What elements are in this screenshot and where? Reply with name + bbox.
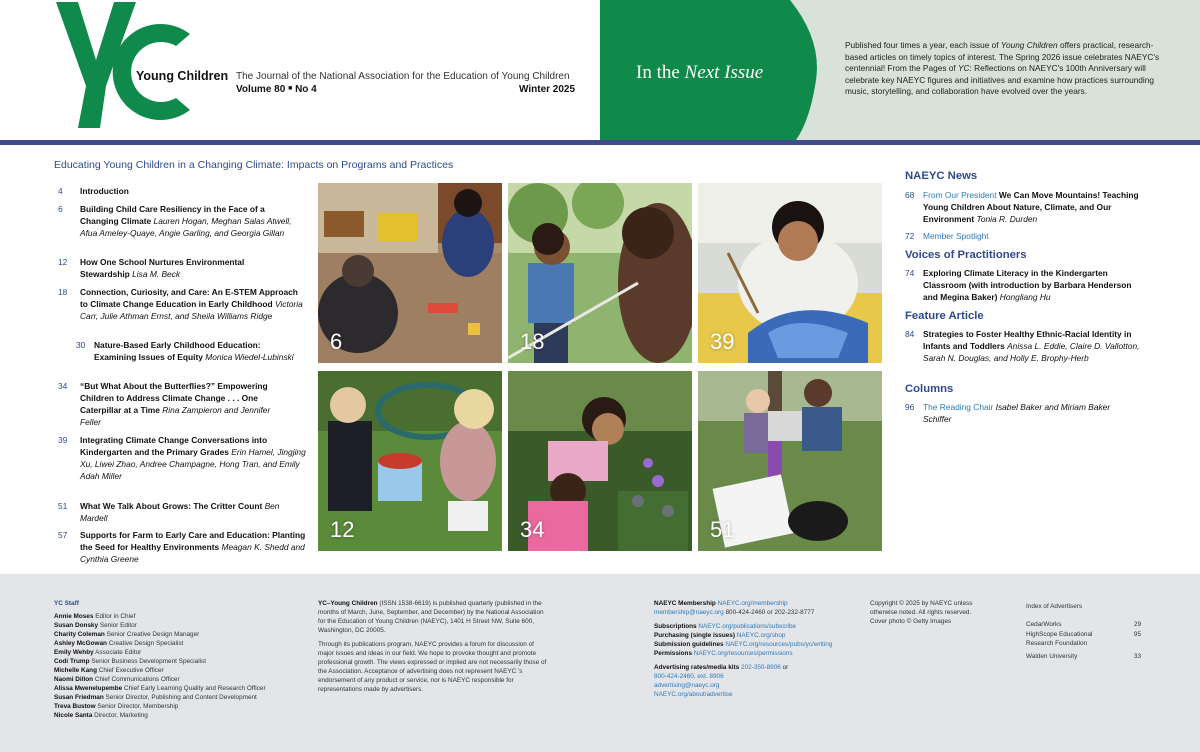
photo-page-number: 18 [520,329,545,354]
toc-item[interactable]: 6 Building Child Care Resiliency in the Face of a Changing Climate Lauren Hogan, Meghan Salas Atwell, Afua Ameley-Quaye, Angie Garling, and Georgia Gillan [58,204,292,238]
section-title: Educating Young Children in a Changing Climate: Impacts on Programs and Practices [54,159,454,171]
columns-item[interactable]: 96 The Reading Chair Isabel Baker and Miriam Baker Schiffer [905,402,1111,424]
header-rule [0,140,1200,145]
submission-link[interactable]: NAEYC.org/resources/pubs/yc/writing [725,641,833,648]
advertiser-row[interactable]: HighScope Educational Research Foundation 95 [1026,631,1141,647]
issue-date: Winter 2025 [519,84,576,95]
photo-page-number: 12 [330,517,355,542]
staff-row: Annie Moses Editor in Chief [54,613,136,620]
staff-row: Nicole Santa Director, Marketing [54,712,148,719]
volume-number: Volume 80 ■ No 4 [236,84,317,95]
journal-subtitle: The Journal of the National Association for the Education of Young Children [236,71,570,82]
toc-item[interactable]: 18 Connection, Curiosity, and Care: An E-STEM Approach to Climate Change Education in Early Childhood Victoria Carr, Julie Athman Ernst, and Sheila Williams Ridge [58,287,303,321]
voices-item[interactable]: 74 Exploring Climate Literacy in the Kindergarten Classroom (with introduction by Barbara Henderson and Megina Baker) Hongliang Hu [905,268,1132,302]
toc-item[interactable]: 57 Supports for Farm to Early Care and Education: Planting the Seed for Healthy Environments Meagan K. Shedd and Cynthia Greene [58,530,306,564]
staff-title: YC Staff [54,600,79,607]
staff-row: Emily Wehby Associate Editor [54,649,142,656]
staff-row: Naomi Dillon Chief Communications Officer [54,676,180,683]
photo-children-flowers[interactable] [508,371,692,551]
toc-item[interactable]: 34 “But What About the Butterflies?” Empowering Children to Address Climate Change . . . One Caterpillar at a Time Rina Zampieron and Jennifer Feller [58,381,271,427]
contact-info: NAEYC Membership NAEYC.org/membership membership@naeyc.org 800-424-2460 or 202-232-8777 Subscriptions NAEYC.org/publications/subscribe Purchasing (single issues) NAEYC.org/shop Submission guidelines NAEYC.org/resources/pubs/yc/writing Permissions NAEYC.org/resources/permissions Advertising rates/media kits 202-350-8906 or 800-424-2460, ext. 8906 advertising@naeyc.org NAEYC.org/about/advertise [654,600,833,698]
advertiser-index [1026,602,1141,672]
staff-row: Codi Trump Senior Business Development Specialist [54,658,207,665]
staff-row: Ashley McGowan Creative Design Specialist [54,640,184,647]
photo-page-number: 51 [710,517,735,542]
advertiser-row[interactable]: CedarWorks 29 [1026,621,1141,628]
staff-row: Susan Friedman Senior Director, Publishing and Content Development [54,694,257,701]
photo-children-clipboards[interactable] [698,371,882,551]
heading-naeyc-news: NAEYC News [905,170,978,182]
toc-item[interactable]: 51 What We Talk About Grows: The Critter Count Ben Mardell [58,501,280,523]
photo-children-bucket[interactable] [318,371,502,551]
photo-adult-child-outdoors[interactable] [508,183,692,363]
staff-list [54,599,294,720]
news-item-member-spotlight[interactable]: 72 Member Spotlight [905,231,989,241]
copyright: Copyright © 2025 by NAEYC unless otherwise noted. All rights reserved. Cover photo © Getty Images [870,600,973,625]
next-issue-blurb: Published four times a year, each issue of Young Children offers practical, research-based articles on timely topics of interest. The Spring 2026 issue celebrates NAEYC's centennial! From the Pages of YC: Reflections on NAEYC's 100th Anniversary will celebrate key NAEYC figures and initiatives and examine how practices surrounding music, storytelling, and collaboration have evolved over the years. [845,40,1160,97]
photo-page-number: 6 [330,329,343,354]
advertise-link[interactable]: NAEYC.org/about/advertise [654,691,733,698]
advertiser-index-title: Index of Advertisers [1026,603,1083,610]
advertiser-row[interactable]: Walden University 33 [1026,653,1141,660]
shop-link[interactable]: NAEYC.org/shop [736,632,786,639]
heading-voices: Voices of Practitioners [905,249,1027,261]
staff-row: Michelle Kang Chief Executive Officer [54,667,164,674]
staff-row: Treva Bustow Senior Director, Membership [54,703,179,710]
publication-info: YC–Young Children (ISSN 1538-6619) is published quarterly (published in the months of March, June, September, and December) by the National Association for the Education of Young Children (NAEYC), 1401 H Street NW, Suite 600, Washington, DC 20005. Through its publications program, NAEYC provides a forum for discussion of major issues and ideas in our field. We hope to provoke thought and promote professional growth. The views expressed or implied are not necessarily those of the Association. Acceptance of advertising does not represent NAEYC ’s endorsement of any product or service, nor is NAEYC responsible for representations made by advertisers. [318,600,547,693]
news-item-president[interactable]: 68 From Our President We Can Move Mountains! Teaching Young Children About Nature, Climate, and Our Environment Tonia R. Durden [905,190,1139,224]
toc-item[interactable]: 39 Integrating Climate Change Conversations into Kindergarten and the Primary Grades Erin Hamel, Jingjing Xu, Liwei Zhao, Andree Champagne, Hong Tran, and Emily Adah Miller [58,435,306,481]
photo-page-number: 39 [710,329,735,354]
membership-link[interactable]: NAEYC.org/membership [717,600,788,607]
photo-children-indoors[interactable] [318,183,502,363]
photo-child-painting[interactable] [698,183,882,363]
staff-row: Charity Coleman Senior Creative Design Manager [54,631,200,638]
membership-email-link[interactable]: membership@naeyc.org [654,609,724,616]
subscribe-link[interactable]: NAEYC.org/publications/subscribe [698,623,797,630]
feature-item[interactable]: 84 Strategies to Foster Healthy Ethnic-Racial Identity in Infants and Toddlers Anissa L. Eddie, Claire D. Vallotton, Sarah N. Douglas, and Holly E. Brophy-Herb [905,329,1140,363]
permissions-link[interactable]: NAEYC.org/resources/permissions [693,650,793,657]
toc-item[interactable]: 4 Introduction [58,186,129,196]
brand-name: Young Children [136,69,229,83]
yc-logo [52,0,192,130]
heading-columns: Columns [905,383,954,395]
advertising-email-link[interactable]: advertising@naeyc.org [654,682,720,689]
heading-feature: Feature Article [905,310,984,322]
staff-row: Susan Donsky Senior Editor [54,622,137,629]
next-issue-label: In the Next Issue [636,62,764,83]
staff-row: Alissa Mwenelupembe Chief Early Learning Quality and Research Officer [54,685,266,692]
photo-page-number: 34 [520,517,545,542]
toc-item[interactable]: 12 How One School Nurtures Environmental Stewardship Lisa M. Beck [58,257,245,279]
toc-item[interactable]: 30 Nature-Based Early Childhood Education: Examining Issues of Equity Monica Wiedel-Lubinski [76,340,294,362]
